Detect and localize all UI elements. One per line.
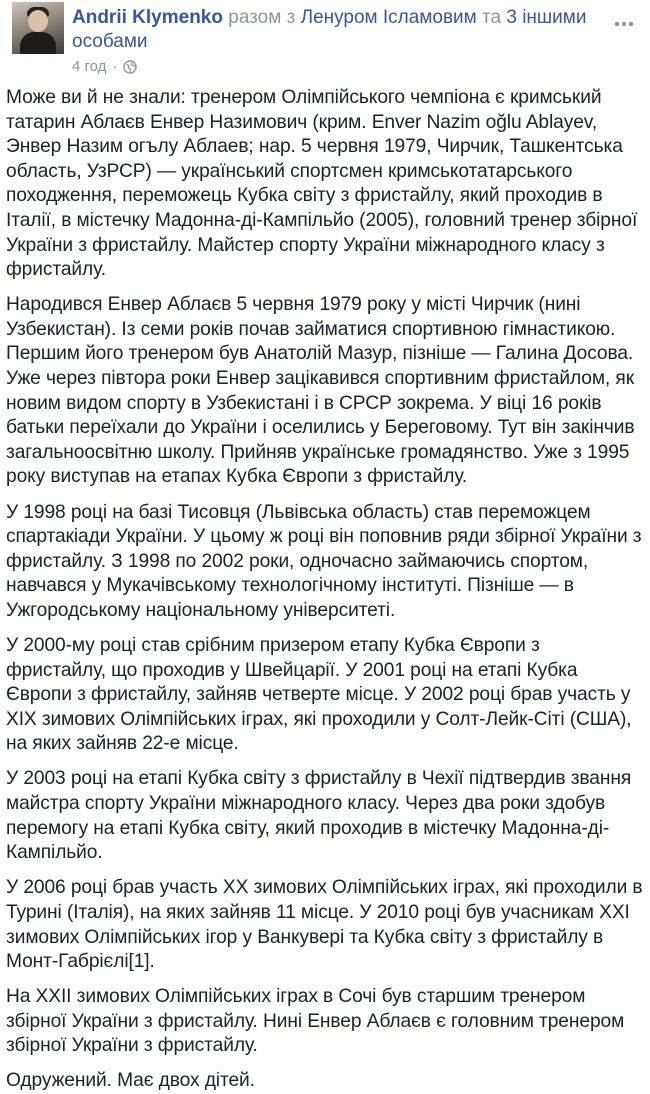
more-options-icon[interactable]	[614, 14, 634, 20]
tagged-others-link[interactable]: 3 іншими особами	[72, 7, 587, 52]
and-text: та	[482, 7, 502, 28]
post-paragraph: Одружений. Має двох дітей.	[6, 1070, 255, 1092]
post-paragraph: У 1998 році на базі Тисовця (Львівська область) став переможцем спартакіади України. У цьому ж році він поповнив ряди збірної України з фристайлу. З 1998 по 2002 роки, одночасно займаючись спортом, навчався у Мукачівському технологічному інституті. Пізніше — в Ужгородському національному університеті.	[6, 501, 642, 621]
post-paragraph: У 2000-му році став срібним призером етапу Кубка Європи з фристайлу, що проходив у Швейцарії. У 2001 році на етапі Кубка Європи з фристайлу, зайняв четверте місце. У 2002 році брав участь у XIX зимових Олімпійських іграх, які проходили у Солт-Лейк-Сіті (США), на яких зайняв 22-е місце.	[6, 634, 632, 755]
post-paragraph: Народився Енвер Аблаєв 5 червня 1979 року у місті Чирчик (нині Узбекистан). Із семи років почав займатися спортивною гімнастикою. Першим його тренером був Анатолій Мазур, пізніше — Галина Досова. Уже через півтора роки Енвер зацікавився спортивним фристайлом, як новим видом спорту в Узбекистані і в СРСР зокрема. У віці 16 років батьки переїхали до України і оселились у Береговому. Тут він закінчив загальноосвітню школу. Прийняв українське громадянство. Уже з 1995 року виступав на етапах Кубка Європи з фристайлу.	[6, 294, 635, 488]
post-paragraph: У 2003 році на етапі Кубка світу з фристайлу в Чехії підтвердив звання майстра спорту України міжнародного класу. Через два роки здобув перемогу на етапі Кубка світу, який проходив в містечку Мадонна-ді-Кампільйо.	[6, 768, 632, 864]
post-attribution	[72, 6, 632, 54]
with-text: разом з	[228, 7, 296, 28]
post-timestamp-link[interactable]: 4 год	[72, 58, 107, 75]
post-body	[6, 86, 644, 1094]
post-paragraph: Може ви й не знали: тренером Олімпійського чемпіона є кримський татарин Аблаєв Енвер Назимович (крим. Enver Nazim oğlu Ablayev, Энвер Назим огълу Аблаев; нар. 5 червня 1979, Чирчик, Ташкентська область, УзРСР) — український спортсмен кримськотатарського походження, переможець Кубка світу з фристайлу, який проходив в Італії, в містечку Мадонна-ді-Кампільйо (2005), головний тренер збірної України з фристайлу. Майстер спорту України міжнародного класу з фристайлу.	[6, 87, 638, 281]
author-avatar[interactable]	[12, 2, 64, 54]
author-name-link[interactable]: Andrii Klymenko	[72, 7, 223, 28]
meta-separator: ·	[112, 58, 118, 75]
post-paragraph: У 2006 році брав участь XX зимових Олімпійських іграх, які проходили в Турині (Італія), на яких зайняв 11 місце. У 2010 році був учасникам XXI зимових Олімпійських ігор у Ванкувері та Кубка світу з фристайлу в Монт-Габрієлі[1].	[6, 877, 643, 973]
post-meta	[72, 58, 137, 75]
tagged-person-link[interactable]: Ленуром Ісламовим	[300, 7, 477, 28]
post-paragraph: На XXII зимових Олімпійських іграх в Сочі був старшим тренером збірної України з фристайлу. Нині Енвер Аблаєв є головним тренером збірної України з фристайлу.	[6, 986, 625, 1057]
globe-icon[interactable]	[123, 60, 137, 74]
post-header	[6, 0, 644, 86]
